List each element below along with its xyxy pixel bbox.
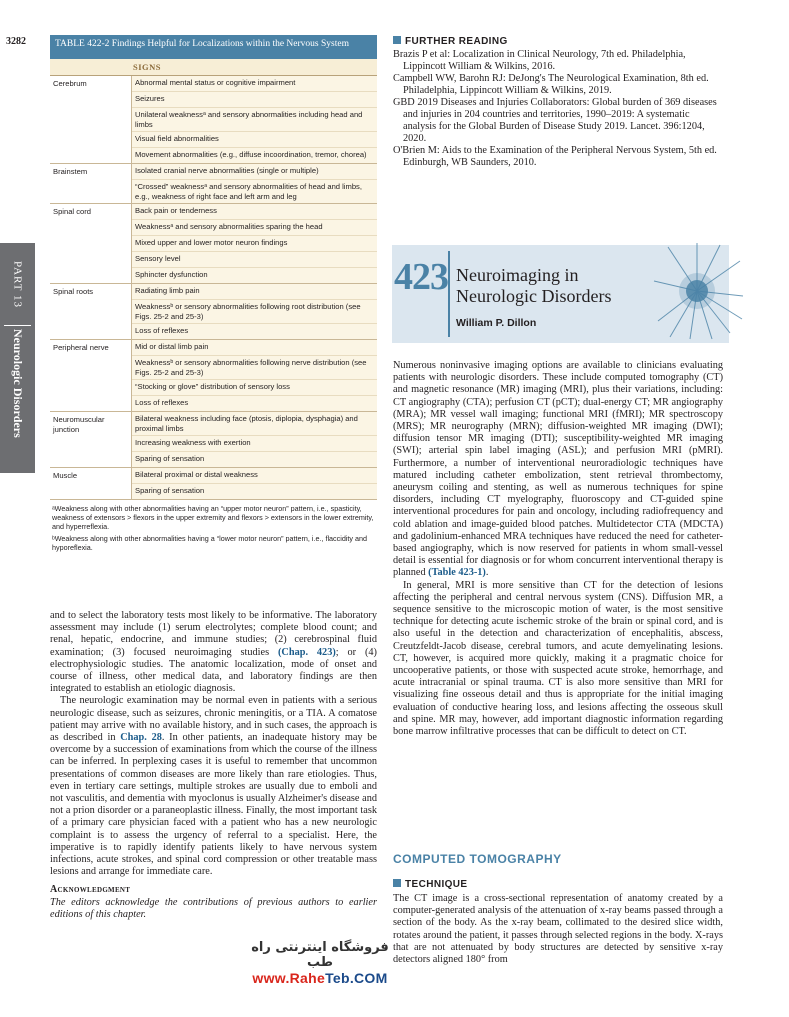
- reference-item: Brazis P et al: Localization in Clinical Neurology, 7th ed. Philadelphia, Lippincott William & Wilkins, 2016.: [393, 49, 686, 72]
- side-tab-title: Neurologic Disorders: [11, 329, 25, 438]
- acknowledgment-heading: Acknowledgment: [50, 884, 131, 896]
- table-signs-cell: [131, 204, 377, 283]
- table-sign-item: Sensory level: [132, 252, 377, 268]
- table-sign-item: Radiating limb pain: [132, 284, 377, 300]
- table-location-cell: Muscle: [53, 471, 78, 480]
- table-sign-item: Loss of reflexes: [135, 326, 189, 335]
- table-sign-item: Bilateral proximal or distal weakness: [132, 468, 377, 484]
- table-row: [50, 468, 377, 500]
- watermark-site: www.RaheTeb.COM: [252, 970, 388, 986]
- acknowledgment-text: The editors acknowledge the contributions of previous authors to earlier editions of this chapter.: [50, 896, 377, 920]
- table-signs-cell: [131, 284, 377, 339]
- table-sign-item: Weaknessᵇ or sensory abnormalities following nerve distribution (see Figs. 25-2 and 25-3): [132, 356, 377, 380]
- chapter-title: Neuroimaging in Neurologic Disorders: [456, 265, 612, 306]
- reference-list: [393, 49, 723, 169]
- table-sign-item: Loss of reflexes: [135, 398, 189, 407]
- table-sign-item: Unilateral weaknessᵃ and sensory abnormalities including head and limbs: [132, 108, 377, 132]
- table-row: [50, 412, 377, 468]
- side-tab-divider: [4, 325, 31, 326]
- side-tab: [0, 243, 35, 473]
- side-tab-part: PART 13: [11, 260, 24, 308]
- table-column-header: SIGNS: [133, 62, 162, 72]
- subsection-heading: TECHNIQUE: [393, 879, 468, 890]
- table-footnote-a: ᵃWeakness along with other abnormalities having an “upper motor neuron” pattern, i.e., spasticity, weakness of extensors > flexors in the upper extremity and flexors > extensors in the lower extremity, and hyperreflexia.: [52, 504, 374, 531]
- table-sign-item: Movement abnormalities (e.g., diffuse incoordination, tremor, chorea): [135, 150, 367, 159]
- localization-table: [50, 35, 377, 555]
- table-signs-cell: [131, 468, 377, 499]
- table-location-cell: Spinal cord: [53, 207, 91, 216]
- table-sign-item: Weaknessᵇ or sensory abnormalities following root distribution (see Figs. 25-2 and 25-3): [132, 300, 377, 324]
- table-title: TABLE 422-2 Findings Helpful for Localizations within the Nervous System: [50, 35, 377, 59]
- table-sign-item: Sphincter dysfunction: [135, 270, 208, 279]
- chapter-header: [392, 245, 729, 343]
- table-signs-cell: [131, 340, 377, 411]
- right-body-text-2: [393, 893, 723, 966]
- table-row: [50, 76, 377, 164]
- table-sign-item: Mid or distal limb pain: [132, 340, 377, 356]
- table-location-cell: Spinal roots: [53, 287, 94, 296]
- table-sign-item: Bilateral weakness including face (ptosis, diplopia, dysphagia) and proximal limbs: [132, 412, 377, 436]
- table-signs-cell: [131, 164, 377, 203]
- left-body-text: [50, 610, 377, 921]
- chap-28-link[interactable]: Chap. 28: [120, 732, 162, 744]
- chapter-number: 423: [394, 256, 448, 298]
- table-row: [50, 340, 377, 412]
- reference-item: O'Brien M: Aids to the Examination of the Peripheral Nervous System, 5th ed. Edinburgh, WB Saunders, 2010.: [393, 145, 717, 168]
- right-body-text: [393, 360, 723, 738]
- acknowledgment: [50, 884, 377, 921]
- table-footnote-b: ᵇWeakness along with other abnormalities having a “lower motor neuron” pattern, i.e., flaccidity and hyporeflexia.: [52, 534, 367, 552]
- table-row: [50, 284, 377, 340]
- reference-item: GBD 2019 Diseases and Injuries Collaborators: Global burden of 369 diseases and injuries in 204 countries and territories, 1990–2019: A systematic analysis for the Global Burden of Disease Study 2019. Lancet. 396:1204, 2020.: [393, 97, 717, 144]
- watermark: [250, 940, 390, 986]
- table-sign-item: Sparing of sensation: [135, 454, 205, 463]
- table-sign-item: Back pain or tenderness: [132, 204, 377, 220]
- right-paragraph-2: In general, MRI is more sensitive than CT for the detection of lesions affecting the peripheral and central nervous system (CNS). Diffusion MR, a sequence sensitive to the microscopic motion of water, is the most sensitive technique for detecting acute ischemic stroke of the brain or spinal cord, and is also useful in the detection and characterization of encephalitis, abscess, Creutzfeldt-Jacob disease, cerebral tumors, and acute demyelinating lesions. CT, however, is acquired more quickly, making it a pragmatic choice for uncooperative patients, or those with suspected acute stroke, hemorrhage, and acute intracranial or spinal trauma. CT is also more sensitive than MRI for visualizing fine osseous detail and thus is appropriate for the initial imaging evaluation of conductive hearing loss, and lesions affecting the osseous skull and spine. MR may, however, add important diagnostic information regarding bone marrow infiltrative processes that can be difficult to detect on CT.: [393, 579, 723, 738]
- table-sign-item: Seizures: [132, 92, 377, 108]
- table-location-cell: Cerebrum: [53, 79, 87, 88]
- table-location-cell: Brainstem: [53, 167, 88, 176]
- table-header-row: [50, 59, 377, 76]
- square-bullet-icon: [393, 879, 401, 887]
- reference-item: Campbell WW, Barohn RJ: DeJong's The Neurological Examination, 8th ed. Philadelphia, Lippincott William & Wilkins, 2019.: [393, 73, 709, 96]
- left-paragraph-1: and to select the laboratory tests most likely to be informative. The laboratory assessment may include (1) serum electrolytes; complete blood count; and renal, hepatic, endocrine, and immune studies; (2) cerebrospinal fluid examination; (3) focused neuroimaging studies (Chap. 423); or (4) electrophysiologic studies. The anatomic localization, mode of onset and course of illness, other medical data, and laboratory findings are then integrated to establish an etiologic diagnosis.: [50, 610, 377, 695]
- table-sign-item: Visual field abnormalities: [132, 132, 377, 148]
- table-sign-item: Abnormal mental status or cognitive impairment: [132, 76, 377, 92]
- chap-423-link[interactable]: (Chap. 423): [277, 646, 336, 658]
- table-location-cell: Neuromuscular junction: [53, 415, 105, 434]
- table-sign-item: “Crossed” weaknessᵃ and sensory abnormalities of head and limbs, e.g., weakness of right face and left arm and leg: [135, 182, 362, 201]
- page-number: 3282: [6, 36, 26, 47]
- section-heading: COMPUTED TOMOGRAPHY: [393, 852, 562, 866]
- table-signs-cell: [131, 412, 377, 467]
- table-signs-cell: [131, 76, 377, 163]
- left-paragraph-2: The neurologic examination may be normal even in patients with a serious neurologic disease, such as seizures, chronic meningitis, or a TIA. A comatose patient may arrive with no available history, and in such cases, the approach is as described in Chap. 28. In other patients, an inadequate history may be overcome by a succession of examinations from which the course of the illness can be inferred. In perplexing cases it is useful to remember that uncommon presentations of common diseases are more likely than rare etiologies. Thus, even in tertiary care settings, multiple strokes are usually due to emboli and not vasculitis, and dementia with myoclonus is usually Alzheimer's disease and not a prion disorder or a paraneoplastic illness. Finally, the most important task of a primary care physician faced with a patient who has a new neurologic complaint is to assess the urgency of referral to a specialist. Here, the imperative is to rapidly identify patients likely to have nervous system infections, acute strokes, and spinal cord compression or other treatable mass lesions and arrange for immediate care.: [50, 695, 377, 878]
- table-body: [50, 76, 377, 500]
- further-reading-heading: FURTHER READING: [393, 36, 508, 47]
- chapter-divider: [448, 251, 450, 337]
- table-row: [50, 204, 377, 284]
- right-paragraph-3: The CT image is a cross-sectional representation of anatomy created by a computer-generated analysis of the attenuation of x-ray beams passed through a section of the body. As the x-ray beam, collimated to the desired slice width, rotates around the patient, it passes through selected regions in the body. X-rays that are not attenuated by body structures are detected by sensitive x-ray detectors aligned 180° from: [393, 893, 723, 966]
- table-423-1-link[interactable]: (Table 423-1): [428, 567, 486, 579]
- ink-splash-graphic: [650, 241, 745, 341]
- table-sign-item: Isolated cranial nerve abnormalities (single or multiple): [132, 164, 377, 180]
- square-bullet-icon: [393, 36, 401, 44]
- table-sign-item: Sparing of sensation: [135, 486, 205, 495]
- table-row: [50, 164, 377, 204]
- right-paragraph-1: Numerous noninvasive imaging options are available to clinicians evaluating patients with neurologic disorders. These include computed tomography (CT) and magnetic resonance (MR) imaging (MRI), plus their variations, including: CT angiography (CTA); perfusion CT (pCT); dual-energy CT; MR angiography (MRA); MR vessel wall imaging; functional MRI (fMRI); MR spectroscopy (MRS); MR neurography (MRN); diffusion-weighted MR imaging (DWI); diffusion tensor MR imaging (DTI); susceptibility-weighted MR imaging (SWI); arterial spin label imaging (ASL); and perfusion MRI (pMRI). Furthermore, a number of interventional neuroradiologic techniques have matured including catheter embolization, stent retrieval thrombectomy, aneurysm coiling and stenting, as well as numerous techniques for spine disorders, including CT myelography, fluoroscopy and CT-guided spine interventional procedures for pain and oncology, including radiofrequency and cold ablation and image-guided blood patches. Multidetector CTA (MDCTA) and gadolinium-enhanced MRA techniques have reduced the need for catheter-based angiography, which is now reserved for patients in whom small-vessel detail is essential for diagnosis or for whom concurrent interventional therapy is planned (Table 423-1).: [393, 360, 723, 579]
- table-sign-item: Mixed upper and lower motor neuron findings: [132, 236, 377, 252]
- chapter-author: William P. Dillon: [456, 317, 537, 329]
- watermark-persian: فروشگاه اینترنتی راه طب: [251, 940, 389, 970]
- table-sign-item: Increasing weakness with exertion: [132, 436, 377, 452]
- table-location-cell: Peripheral nerve: [53, 343, 109, 352]
- table-sign-item: Weaknessᵃ and sensory abnormalities sparing the head: [132, 220, 377, 236]
- table-footnotes: [50, 504, 377, 552]
- table-sign-item: “Stocking or glove” distribution of sensory loss: [132, 380, 377, 396]
